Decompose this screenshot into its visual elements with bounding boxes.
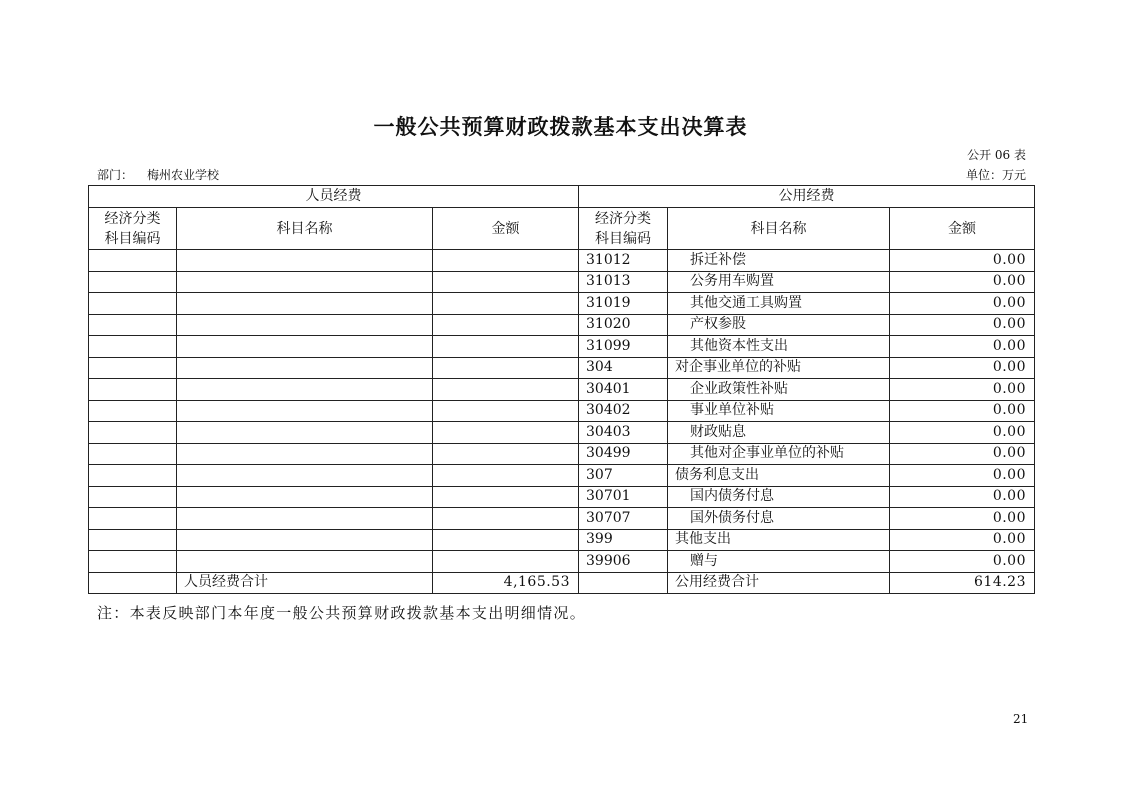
public-name-cell: 国外债务付息 bbox=[668, 508, 890, 530]
column-header-row bbox=[89, 208, 1035, 250]
footnote: 注：本表反映部门本年度一般公共预算财政拨款基本支出明细情况。 bbox=[97, 604, 587, 622]
public-name-cell: 其他交通工具购置 bbox=[668, 293, 890, 315]
personnel-amount-cell bbox=[433, 379, 579, 401]
public-amount-cell: 0.00 bbox=[890, 336, 1035, 358]
public-code-cell: 30499 bbox=[579, 443, 668, 465]
personnel-total-code-cell bbox=[89, 572, 177, 594]
personnel-code-cell bbox=[89, 486, 177, 508]
public-code-cell: 31019 bbox=[579, 293, 668, 315]
table-row bbox=[89, 379, 1035, 401]
public-name-cell: 国内债务付息 bbox=[668, 486, 890, 508]
personnel-name-cell bbox=[177, 250, 433, 272]
personnel-amount-cell bbox=[433, 551, 579, 573]
personnel-amount-cell bbox=[433, 336, 579, 358]
totals-row bbox=[89, 572, 1035, 594]
public-name-cell: 其他对企事业单位的补贴 bbox=[668, 443, 890, 465]
section-header-row bbox=[89, 186, 1035, 208]
personnel-name-cell bbox=[177, 508, 433, 530]
public-code-cell: 30401 bbox=[579, 379, 668, 401]
public-code-cell: 31099 bbox=[579, 336, 668, 358]
personnel-amount-cell bbox=[433, 293, 579, 315]
header-code-public: 经济分类 科目编码 bbox=[579, 208, 668, 250]
personnel-name-cell bbox=[177, 551, 433, 573]
public-name-cell: 产权参股 bbox=[668, 314, 890, 336]
personnel-code-cell bbox=[89, 314, 177, 336]
public-name-cell: 债务利息支出 bbox=[668, 465, 890, 487]
personnel-total-label: 人员经费合计 bbox=[177, 572, 433, 594]
public-amount-cell: 0.00 bbox=[890, 465, 1035, 487]
expenditure-table bbox=[88, 185, 1035, 594]
header-name-public: 科目名称 bbox=[668, 208, 890, 250]
personnel-name-cell bbox=[177, 443, 433, 465]
personnel-code-cell bbox=[89, 400, 177, 422]
public-amount-cell: 0.00 bbox=[890, 357, 1035, 379]
personnel-code-cell bbox=[89, 336, 177, 358]
public-code-cell: 31020 bbox=[579, 314, 668, 336]
public-name-cell: 其他资本性支出 bbox=[668, 336, 890, 358]
public-code-cell: 30402 bbox=[579, 400, 668, 422]
public-name-cell: 赠与 bbox=[668, 551, 890, 573]
public-name-cell: 财政贴息 bbox=[668, 422, 890, 444]
public-amount-cell: 0.00 bbox=[890, 314, 1035, 336]
public-name-cell: 对企事业单位的补贴 bbox=[668, 357, 890, 379]
public-amount-cell: 0.00 bbox=[890, 551, 1035, 573]
personnel-code-cell bbox=[89, 465, 177, 487]
public-amount-cell: 0.00 bbox=[890, 529, 1035, 551]
public-code-cell: 30701 bbox=[579, 486, 668, 508]
page-title: 一般公共预算财政拨款基本支出决算表 bbox=[373, 114, 748, 139]
section-public: 公用经费 bbox=[579, 186, 1035, 208]
public-name-cell: 公务用车购置 bbox=[668, 271, 890, 293]
public-amount-cell: 0.00 bbox=[890, 271, 1035, 293]
personnel-code-cell bbox=[89, 443, 177, 465]
public-name-cell: 拆迁补偿 bbox=[668, 250, 890, 272]
public-amount-cell: 0.00 bbox=[890, 422, 1035, 444]
header-amount-public: 金额 bbox=[890, 208, 1035, 250]
public-code-cell: 31012 bbox=[579, 250, 668, 272]
personnel-name-cell bbox=[177, 357, 433, 379]
public-code-cell: 399 bbox=[579, 529, 668, 551]
public-amount-cell: 0.00 bbox=[890, 379, 1035, 401]
personnel-amount-cell bbox=[433, 465, 579, 487]
public-code-cell: 31013 bbox=[579, 271, 668, 293]
personnel-amount-cell bbox=[433, 443, 579, 465]
personnel-name-cell bbox=[177, 379, 433, 401]
personnel-name-cell bbox=[177, 465, 433, 487]
table-row bbox=[89, 400, 1035, 422]
personnel-code-cell bbox=[89, 357, 177, 379]
table-row bbox=[89, 336, 1035, 358]
public-name-cell: 其他支出 bbox=[668, 529, 890, 551]
table-row bbox=[89, 250, 1035, 272]
public-amount-cell: 0.00 bbox=[890, 486, 1035, 508]
header-name-personnel: 科目名称 bbox=[177, 208, 433, 250]
personnel-code-cell bbox=[89, 422, 177, 444]
public-code-cell: 30403 bbox=[579, 422, 668, 444]
public-total-code-cell bbox=[579, 572, 668, 594]
table-row bbox=[89, 551, 1035, 573]
public-amount-cell: 0.00 bbox=[890, 293, 1035, 315]
personnel-name-cell bbox=[177, 293, 433, 315]
table-row bbox=[89, 465, 1035, 487]
personnel-code-cell bbox=[89, 379, 177, 401]
page-number: 21 bbox=[1013, 712, 1029, 726]
table-row bbox=[89, 357, 1035, 379]
table-row bbox=[89, 486, 1035, 508]
personnel-name-cell bbox=[177, 400, 433, 422]
personnel-amount-cell bbox=[433, 314, 579, 336]
personnel-amount-cell bbox=[433, 400, 579, 422]
table-row bbox=[89, 529, 1035, 551]
public-code-cell: 30707 bbox=[579, 508, 668, 530]
department-name: 梅州农业学校 bbox=[147, 168, 220, 182]
personnel-code-cell bbox=[89, 508, 177, 530]
public-name-cell: 事业单位补贴 bbox=[668, 400, 890, 422]
public-code-cell: 39906 bbox=[579, 551, 668, 573]
table-row bbox=[89, 271, 1035, 293]
department-line bbox=[97, 166, 219, 183]
personnel-code-cell bbox=[89, 271, 177, 293]
public-code-cell: 304 bbox=[579, 357, 668, 379]
personnel-name-cell bbox=[177, 529, 433, 551]
header-code-personnel: 经济分类 科目编码 bbox=[89, 208, 177, 250]
table-row bbox=[89, 508, 1035, 530]
department-label: 部门： bbox=[97, 168, 134, 182]
personnel-amount-cell bbox=[433, 271, 579, 293]
public-name-cell: 企业政策性补贴 bbox=[668, 379, 890, 401]
personnel-name-cell bbox=[177, 486, 433, 508]
personnel-code-cell bbox=[89, 293, 177, 315]
header-amount-personnel: 金额 bbox=[433, 208, 579, 250]
personnel-amount-cell bbox=[433, 529, 579, 551]
personnel-name-cell bbox=[177, 422, 433, 444]
public-code-cell: 307 bbox=[579, 465, 668, 487]
public-amount-cell: 0.00 bbox=[890, 400, 1035, 422]
personnel-code-cell bbox=[89, 250, 177, 272]
personnel-amount-cell bbox=[433, 508, 579, 530]
public-amount-cell: 0.00 bbox=[890, 443, 1035, 465]
personnel-amount-cell bbox=[433, 486, 579, 508]
public-total-label: 公用经费合计 bbox=[668, 572, 890, 594]
unit-label: 单位：万元 bbox=[965, 168, 1026, 182]
personnel-amount-cell bbox=[433, 422, 579, 444]
table-row bbox=[89, 443, 1035, 465]
personnel-name-cell bbox=[177, 314, 433, 336]
public-total-amount: 614.23 bbox=[890, 572, 1035, 594]
section-personnel: 人员经费 bbox=[89, 186, 579, 208]
personnel-name-cell bbox=[177, 271, 433, 293]
public-amount-cell: 0.00 bbox=[890, 250, 1035, 272]
personnel-code-cell bbox=[89, 551, 177, 573]
table-row bbox=[89, 293, 1035, 315]
table-row bbox=[89, 422, 1035, 444]
personnel-name-cell bbox=[177, 336, 433, 358]
personnel-code-cell bbox=[89, 529, 177, 551]
table-row bbox=[89, 314, 1035, 336]
personnel-amount-cell bbox=[433, 250, 579, 272]
public-amount-cell: 0.00 bbox=[890, 508, 1035, 530]
form-number: 公开 06 表 bbox=[967, 148, 1026, 162]
personnel-total-amount: 4,165.53 bbox=[433, 572, 579, 594]
personnel-amount-cell bbox=[433, 357, 579, 379]
